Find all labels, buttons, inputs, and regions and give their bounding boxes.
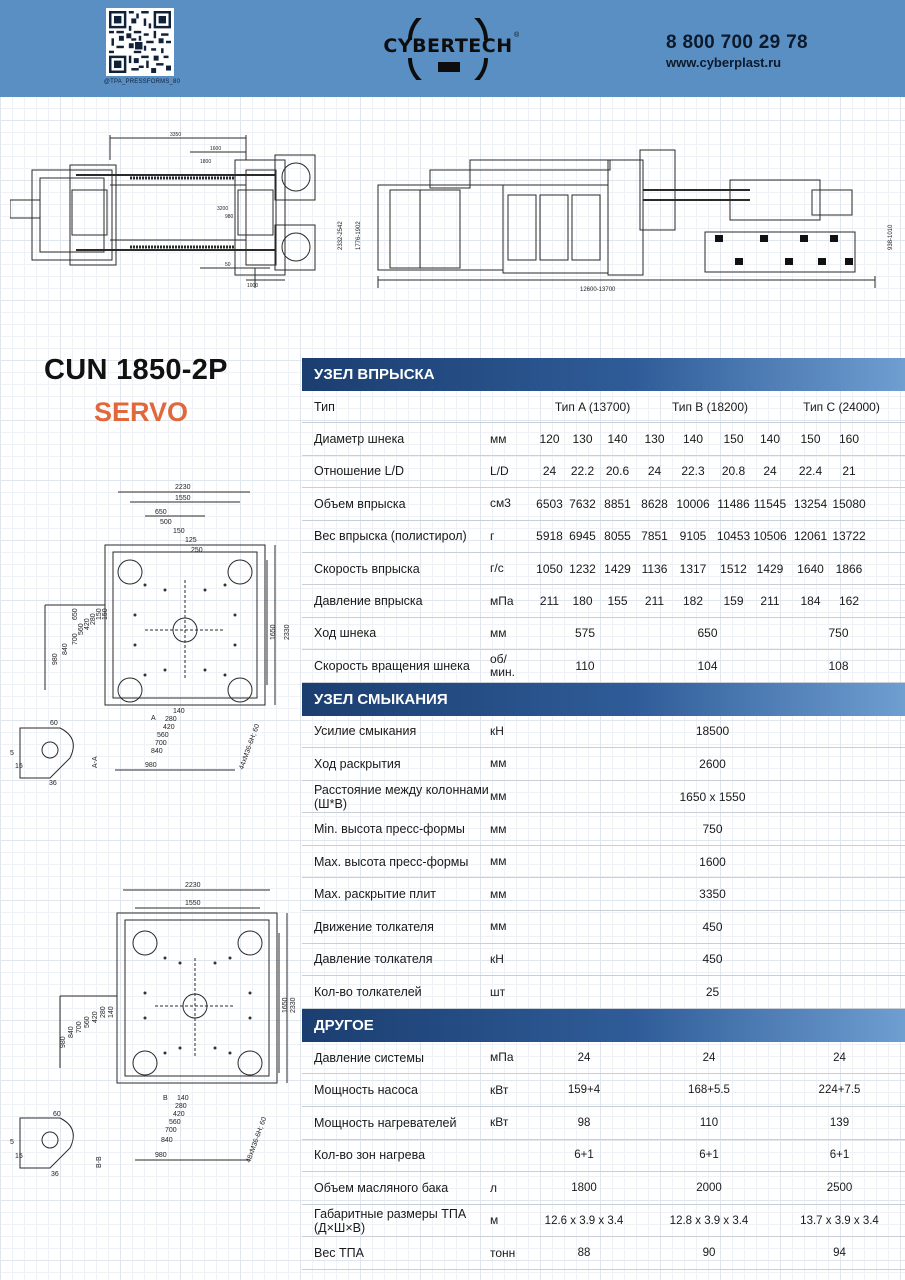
row-value: 1136 bbox=[641, 561, 668, 576]
platen-b-detail-3: 15 bbox=[15, 1153, 23, 1160]
row-value: 6+1 bbox=[829, 1149, 850, 1162]
platen-b-bottom-6: 980 bbox=[155, 1152, 167, 1159]
row-label: Кол-во зон нагрева bbox=[314, 1148, 426, 1163]
platen-a-left-0: 980 bbox=[52, 653, 59, 665]
platen-a-bottom-3: 560 bbox=[157, 732, 169, 739]
row-value: 140 bbox=[759, 432, 781, 447]
row-value: 150 bbox=[723, 432, 744, 447]
row-value: 6503 bbox=[536, 496, 563, 511]
row-value: 7851 bbox=[641, 529, 668, 544]
platen-a-w250: 250 bbox=[191, 547, 203, 554]
row-label: Ход шнека bbox=[314, 626, 377, 641]
row-value: 94 bbox=[833, 1247, 846, 1260]
platen-a-bottom-0: 140 bbox=[173, 708, 185, 715]
row-value: 8628 bbox=[641, 496, 668, 511]
table-row bbox=[302, 650, 905, 682]
row-value: 211 bbox=[539, 594, 560, 609]
row-value: 211 bbox=[760, 594, 780, 609]
row-unit: шт bbox=[490, 984, 506, 999]
row-label: Max. раскрытие плит bbox=[314, 887, 437, 902]
dim-top-3: 1800 bbox=[200, 159, 212, 165]
row-value: 159+4 bbox=[567, 1084, 601, 1097]
row-value: 1600 bbox=[699, 854, 726, 869]
platen-b-section: B-B bbox=[96, 1156, 103, 1168]
platen-a-bottom-5: 840 bbox=[151, 748, 163, 755]
row-value: 180 bbox=[572, 594, 593, 609]
dim-height-1: 2332-2542 bbox=[338, 221, 344, 250]
row-value: 22.3 bbox=[681, 464, 705, 479]
row-label: Скорость впрыска bbox=[314, 561, 420, 576]
row-value: 1800 bbox=[571, 1182, 597, 1195]
row-value: 2600 bbox=[699, 756, 726, 771]
row-value: 224+7.5 bbox=[818, 1084, 861, 1097]
platen-b-bottom-0: 140 bbox=[177, 1095, 189, 1102]
table-row bbox=[302, 423, 905, 455]
platen-a-height-total: 2330 bbox=[284, 624, 291, 640]
row-value: 155 bbox=[607, 594, 628, 609]
dim-top-1: 3350 bbox=[170, 132, 182, 138]
platen-a-w650: 650 bbox=[155, 509, 167, 516]
row-label: Габаритные размеры ТПА (Д×Ш×В) bbox=[314, 1206, 467, 1235]
platen-a-left-5: 280 bbox=[90, 613, 97, 625]
row-value: 24 bbox=[833, 1051, 846, 1064]
table-row bbox=[302, 521, 905, 553]
row-label: Тип bbox=[314, 399, 335, 414]
platen-a-mark: A bbox=[151, 715, 156, 722]
platen-b-width-total: 2230 bbox=[185, 882, 201, 889]
dim-top-7: 1000 bbox=[247, 283, 259, 289]
table-row bbox=[302, 553, 905, 585]
row-value: 22.2 bbox=[570, 464, 595, 479]
page-header bbox=[0, 0, 905, 97]
row-label: Отношение L/D bbox=[314, 464, 405, 479]
row-value: 150 bbox=[800, 432, 821, 447]
row-label: Объем впрыска bbox=[314, 496, 406, 511]
platen-b-bottom-4: 700 bbox=[165, 1127, 177, 1134]
row-unit: л bbox=[490, 1180, 498, 1195]
row-value: 450 bbox=[702, 919, 723, 934]
row-value: 182 bbox=[682, 594, 704, 609]
platen-b-detail-0: 60 bbox=[53, 1111, 61, 1118]
spec-table bbox=[302, 358, 905, 1270]
row-value: 24 bbox=[577, 1051, 591, 1064]
platen-a-detail-3: 15 bbox=[15, 763, 23, 770]
row-value: 2000 bbox=[696, 1182, 722, 1195]
row-unit: мм bbox=[490, 431, 507, 446]
row-value: 159 bbox=[723, 594, 744, 609]
row-value: 1232 bbox=[569, 561, 596, 576]
qr-caption: @TPA_PRESSFORMS_80 bbox=[103, 79, 181, 85]
table-row bbox=[302, 585, 905, 617]
table-row bbox=[302, 456, 905, 488]
qr-code[interactable] bbox=[106, 8, 174, 76]
platen-a-detail-0: 60 bbox=[50, 720, 58, 727]
row-value: 140 bbox=[607, 432, 628, 447]
table-row bbox=[302, 976, 905, 1009]
table-row bbox=[302, 748, 905, 781]
row-unit: мм bbox=[490, 919, 507, 934]
platen-a-width-total: 2230 bbox=[175, 484, 191, 491]
row-label: Max. высота пресс-формы bbox=[314, 854, 469, 869]
platen-a-bottom-6: 980 bbox=[145, 762, 157, 769]
platen-a-w125: 125 bbox=[185, 537, 197, 544]
row-unit: тонн bbox=[490, 1245, 516, 1260]
row-value: 10006 bbox=[676, 496, 710, 511]
platen-b-left-6: 140 bbox=[108, 1006, 115, 1018]
table-row bbox=[302, 716, 905, 749]
type-a-label: Тип A (13700) bbox=[554, 399, 631, 414]
platen-b-bottom-1: 280 bbox=[175, 1103, 187, 1110]
row-value: 21 bbox=[842, 464, 856, 479]
row-value: 750 bbox=[702, 822, 723, 837]
platen-a-detail-2: 5 bbox=[10, 750, 14, 757]
table-row bbox=[302, 878, 905, 911]
row-value: 139 bbox=[829, 1116, 850, 1129]
dim-length: 12600-13700 bbox=[580, 287, 616, 293]
row-label: Мощность нагревателей bbox=[314, 1115, 457, 1130]
phone-number[interactable]: 8 800 700 29 78 bbox=[666, 32, 808, 53]
row-label: Усилие смыкания bbox=[314, 724, 417, 739]
brand-name: CYBERTECH bbox=[383, 35, 513, 57]
dim-height-2: 1776-1902 bbox=[356, 221, 362, 250]
platen-b-mark: B bbox=[163, 1095, 168, 1102]
row-value: 120 bbox=[539, 432, 560, 447]
row-value: 211 bbox=[644, 594, 665, 609]
dim-top-6: 50 bbox=[225, 262, 231, 268]
row-value: 104 bbox=[697, 658, 718, 673]
row-unit: мм bbox=[490, 886, 507, 901]
table-row bbox=[302, 944, 905, 977]
row-label: Давление толкателя bbox=[314, 952, 433, 967]
row-value: 5918 bbox=[536, 529, 563, 544]
table-row bbox=[302, 1107, 905, 1140]
platen-a-left-4: 420 bbox=[84, 618, 91, 630]
row-value: 13.7 x 3.9 x 3.4 bbox=[800, 1214, 879, 1227]
dim-top-5: 980 bbox=[225, 214, 234, 220]
row-value: 11486 bbox=[717, 496, 750, 511]
qr-code-icon bbox=[109, 11, 171, 73]
type-b-label: Тип B (18200) bbox=[671, 399, 749, 414]
platen-a-width-tie: 1550 bbox=[175, 495, 191, 502]
row-value: 110 bbox=[575, 658, 595, 673]
row-value: 184 bbox=[800, 594, 821, 609]
row-unit: кВт bbox=[490, 1082, 509, 1097]
row-value: 24 bbox=[542, 464, 557, 479]
row-value: 12.6 x 3.9 x 3.4 bbox=[544, 1214, 624, 1227]
platen-a-section: A-A bbox=[92, 756, 99, 768]
row-value: 130 bbox=[572, 432, 593, 447]
row-value: 8055 bbox=[604, 529, 631, 544]
row-value: 12.8 x 3.9 x 3.4 bbox=[669, 1214, 749, 1227]
row-unit: см3 bbox=[490, 496, 511, 511]
row-value: 24 bbox=[763, 464, 777, 479]
platen-b-detail-2: 5 bbox=[10, 1139, 14, 1146]
row-value: 6+1 bbox=[574, 1149, 594, 1162]
row-unit: кН bbox=[490, 951, 504, 966]
row-value: 7632 bbox=[569, 496, 596, 511]
dim-top-4: 3200 bbox=[217, 206, 229, 212]
row-value: 98 bbox=[577, 1116, 591, 1129]
row-value: 3350 bbox=[699, 887, 726, 902]
row-label: Кол-во толкателей bbox=[314, 985, 422, 1000]
model-title: CUN 1850-2P bbox=[44, 354, 228, 386]
row-label: Скорость вращения шнека bbox=[314, 658, 470, 673]
row-value: 22.4 bbox=[798, 464, 823, 479]
row-unit: мПа bbox=[490, 1050, 514, 1065]
row-unit: мПа bbox=[490, 593, 514, 608]
model-variant: SERVO bbox=[94, 397, 189, 427]
table-row bbox=[302, 1237, 905, 1270]
row-value: 2500 bbox=[826, 1182, 853, 1195]
platen-a-hole-note: 44xM36-6H; 60 bbox=[238, 723, 262, 771]
row-label: Давление впрыска bbox=[314, 594, 423, 609]
platen-b-left-4: 420 bbox=[92, 1011, 99, 1023]
row-value: 1512 bbox=[720, 561, 747, 576]
section-clamping-header: УЗЕЛ СМЫКАНИЯ bbox=[302, 683, 905, 716]
row-value: 650 bbox=[697, 626, 718, 641]
row-value: 13254 bbox=[793, 496, 828, 511]
row-unit: м bbox=[490, 1213, 499, 1228]
platen-b-height-total: 2330 bbox=[290, 997, 297, 1013]
table-row bbox=[302, 781, 905, 814]
row-value: 162 bbox=[838, 594, 860, 609]
row-label: Движение толкателя bbox=[314, 919, 434, 934]
table-row bbox=[302, 1205, 905, 1238]
brand-logo[interactable] bbox=[378, 18, 528, 80]
row-value: 20.6 bbox=[605, 464, 630, 479]
row-unit: г bbox=[490, 528, 495, 543]
platen-a-left-6: 150 bbox=[96, 608, 103, 620]
row-value: 13722 bbox=[832, 529, 866, 544]
row-value: 88 bbox=[577, 1247, 591, 1260]
section-other-header: ДРУГОЕ bbox=[302, 1009, 905, 1042]
row-unit: мм bbox=[490, 854, 507, 869]
platen-b-bottom-5: 840 bbox=[161, 1137, 173, 1144]
row-value: 160 bbox=[838, 432, 860, 447]
row-value: 1640 bbox=[797, 561, 824, 576]
table-row bbox=[302, 1172, 905, 1205]
section-injection-header: УЗЕЛ ВПРЫСКА bbox=[302, 358, 905, 391]
platen-b-bottom-3: 560 bbox=[169, 1119, 181, 1126]
platen-a-bottom-2: 420 bbox=[163, 724, 175, 731]
platen-a-bottom-1: 280 bbox=[165, 716, 177, 723]
row-value: 6945 bbox=[569, 529, 596, 544]
table-row bbox=[302, 813, 905, 846]
row-label: Ход раскрытия bbox=[314, 756, 401, 771]
platen-a-left-8: 650 bbox=[72, 608, 79, 620]
platen-b-height-tie: 1650 bbox=[282, 997, 289, 1013]
dim-height-3: 938-1010 bbox=[888, 224, 894, 250]
row-unit: мм bbox=[490, 625, 507, 640]
platen-b-left-5: 280 bbox=[100, 1006, 107, 1018]
platen-a-left-7: 150 bbox=[102, 608, 109, 620]
row-value: 24 bbox=[702, 1051, 716, 1064]
website-link[interactable]: www.cyberplast.ru bbox=[666, 55, 782, 70]
row-value: 750 bbox=[828, 626, 849, 641]
table-row bbox=[302, 1074, 905, 1107]
row-value: 130 bbox=[644, 432, 665, 447]
row-value: 11545 bbox=[753, 496, 787, 511]
row-value: 1429 bbox=[604, 561, 631, 576]
row-label: Вес впрыска (полистирол) bbox=[314, 529, 467, 544]
dim-top-2: 1600 bbox=[210, 146, 222, 152]
table-row bbox=[302, 618, 905, 650]
platen-a-w150: 150 bbox=[173, 528, 185, 535]
platen-b-hole-note: 48xM36-6H; 60 bbox=[245, 1116, 269, 1164]
machine-side-view-drawing bbox=[330, 140, 905, 300]
row-value: 90 bbox=[702, 1247, 716, 1260]
registered-mark: ® bbox=[514, 32, 520, 39]
table-row bbox=[302, 1140, 905, 1173]
row-unit: мм bbox=[490, 756, 507, 771]
platen-a-height-tie: 1650 bbox=[270, 624, 277, 640]
row-unit: кВт bbox=[490, 1115, 509, 1130]
type-c-label: Тип C (24000) bbox=[803, 399, 880, 414]
platen-a-bottom-4: 700 bbox=[155, 740, 167, 747]
row-value: 15080 bbox=[832, 496, 866, 511]
platen-b-left-1: 840 bbox=[68, 1026, 75, 1038]
row-unit: кН bbox=[490, 723, 504, 738]
row-unit: об/ мин. bbox=[490, 651, 515, 679]
platen-a-left-2: 700 bbox=[72, 633, 79, 645]
row-unit: мм bbox=[490, 821, 507, 836]
platen-b-left-3: 560 bbox=[84, 1016, 91, 1028]
row-value: 10506 bbox=[753, 529, 787, 544]
row-value: 12061 bbox=[793, 529, 828, 544]
row-value: 20.8 bbox=[721, 464, 746, 479]
row-label: Диаметр шнека bbox=[314, 432, 405, 447]
platen-a-drawing bbox=[5, 480, 300, 790]
row-value: 9105 bbox=[679, 529, 707, 544]
row-value: 450 bbox=[702, 952, 723, 967]
platen-b-width-tie: 1550 bbox=[185, 900, 201, 907]
row-value: 6+1 bbox=[699, 1149, 719, 1162]
row-value: 1317 bbox=[679, 561, 707, 576]
row-unit: г/с bbox=[490, 561, 504, 576]
platen-a-w500: 500 bbox=[160, 519, 172, 526]
row-value: 110 bbox=[699, 1116, 719, 1129]
row-value: 1650 x 1550 bbox=[679, 789, 746, 804]
row-unit: мм bbox=[490, 789, 507, 803]
table-row bbox=[302, 488, 905, 520]
platen-a-left-1: 840 bbox=[62, 643, 69, 655]
row-unit: L/D bbox=[490, 463, 509, 478]
table-row-type bbox=[302, 391, 905, 423]
row-value: 575 bbox=[574, 626, 596, 641]
row-value: 10453 bbox=[716, 529, 751, 544]
row-label: Вес ТПА bbox=[314, 1246, 364, 1261]
machine-top-view-drawing bbox=[10, 130, 340, 292]
row-value: 1866 bbox=[835, 561, 863, 576]
row-value: 1050 bbox=[536, 561, 563, 576]
platen-b-left-0: 980 bbox=[60, 1036, 67, 1048]
table-row bbox=[302, 846, 905, 879]
row-value: 108 bbox=[828, 658, 849, 673]
platen-b-left-2: 700 bbox=[76, 1021, 83, 1033]
platen-b-detail-1: 36 bbox=[51, 1171, 59, 1178]
row-value: 168+5.5 bbox=[688, 1084, 730, 1097]
row-label: Объем масляного бака bbox=[314, 1181, 449, 1196]
platen-a-detail-1: 36 bbox=[49, 780, 57, 787]
row-value: 24 bbox=[647, 464, 662, 479]
row-label: Мощность насоса bbox=[314, 1083, 419, 1098]
row-label: Min. высота пресс-формы bbox=[314, 822, 465, 837]
row-value: 18500 bbox=[695, 724, 730, 739]
platen-b-bottom-2: 420 bbox=[173, 1111, 185, 1118]
platen-a-left-3: 560 bbox=[78, 623, 85, 635]
row-value: 8851 bbox=[604, 496, 631, 511]
row-value: 140 bbox=[682, 432, 704, 447]
table-row bbox=[302, 1042, 905, 1075]
row-value: 1429 bbox=[756, 561, 784, 576]
row-label: Давление системы bbox=[314, 1050, 424, 1065]
table-row bbox=[302, 911, 905, 944]
row-label: Расстояние между колоннами (Ш*В) bbox=[314, 782, 489, 811]
row-value: 25 bbox=[705, 985, 720, 1000]
platen-b-drawing bbox=[5, 878, 300, 1178]
